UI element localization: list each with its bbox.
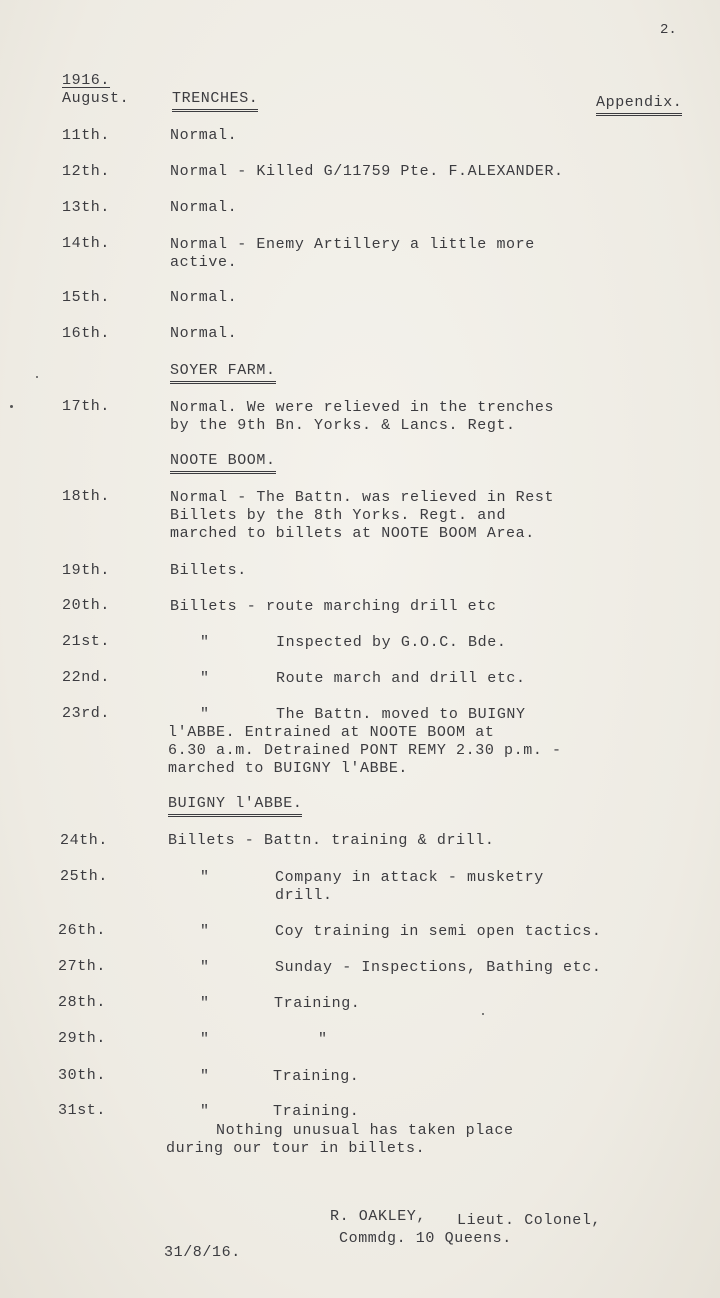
paper-mark bbox=[36, 376, 38, 378]
location-heading-buigny-labbe: BUIGNY l'ABBE. bbox=[168, 795, 302, 817]
entry-date: 19th. bbox=[62, 562, 111, 579]
closing-text: during our tour in billets. bbox=[166, 1140, 426, 1157]
entry-date: 31st. bbox=[58, 1102, 107, 1119]
entry-text: l'ABBE. Entrained at NOOTE BOOM at bbox=[168, 724, 495, 741]
entry-text-ditto: " bbox=[318, 1031, 328, 1048]
entry-date: 30th. bbox=[58, 1067, 107, 1084]
entry-date: 13th. bbox=[62, 199, 111, 216]
entry-date: 26th. bbox=[58, 922, 107, 939]
entry-text: Company in attack - musketry bbox=[275, 869, 544, 886]
signature-unit: Commdg. 10 Queens. bbox=[339, 1230, 512, 1247]
entry-date: 20th. bbox=[62, 597, 111, 614]
section-heading-trenches: TRENCHES. bbox=[172, 90, 258, 112]
entry-text: Normal - Enemy Artillery a little more bbox=[170, 236, 535, 253]
entry-date: 14th. bbox=[62, 235, 111, 252]
entry-date: 23rd. bbox=[62, 705, 111, 722]
entry-date: 28th. bbox=[58, 994, 107, 1011]
entry-text: Billets - route marching drill etc bbox=[170, 598, 497, 615]
entry-text: Normal - Killed G/11759 Pte. F.ALEXANDER. bbox=[170, 163, 564, 180]
ditto-mark: " bbox=[200, 923, 210, 940]
entry-text: Billets by the 8th Yorks. Regt. and bbox=[170, 507, 507, 524]
entry-text: Normal. bbox=[170, 199, 238, 216]
ditto-mark: " bbox=[200, 634, 210, 651]
entry-text: Normal. bbox=[170, 325, 238, 342]
ditto-mark: " bbox=[200, 1068, 210, 1085]
paper-mark bbox=[10, 405, 13, 408]
entry-text: Normal. bbox=[170, 289, 238, 306]
signed-date: 31/8/16. bbox=[164, 1244, 241, 1261]
entry-text: Training. bbox=[273, 1103, 360, 1120]
ditto-mark: " bbox=[200, 959, 210, 976]
entry-text: Training. bbox=[274, 995, 361, 1012]
entry-date: 12th. bbox=[62, 163, 111, 180]
ditto-mark: " bbox=[200, 869, 210, 886]
entry-date: 16th. bbox=[62, 325, 111, 342]
closing-text: Nothing unusual has taken place bbox=[216, 1122, 514, 1139]
appendix-heading: Appendix. bbox=[596, 94, 682, 116]
entry-date: 18th. bbox=[62, 488, 111, 505]
entry-text: Normal. bbox=[170, 127, 238, 144]
ditto-mark: " bbox=[200, 670, 210, 687]
entry-date: 25th. bbox=[60, 868, 109, 885]
entry-text: marched to billets at NOOTE BOOM Area. bbox=[170, 525, 535, 542]
entry-date: 22nd. bbox=[62, 669, 111, 686]
entry-text: Training. bbox=[273, 1068, 360, 1085]
entry-text: 6.30 a.m. Detrained PONT REMY 2.30 p.m. - bbox=[168, 742, 562, 759]
entry-date: 11th. bbox=[62, 127, 111, 144]
entry-date: 21st. bbox=[62, 633, 111, 650]
paper-mark bbox=[482, 1013, 484, 1015]
entry-date: 27th. bbox=[58, 958, 107, 975]
entry-text: Inspected by G.O.C. Bde. bbox=[276, 634, 507, 651]
entry-text: Normal - The Battn. was relieved in Rest bbox=[170, 489, 555, 506]
ditto-mark: " bbox=[200, 706, 210, 723]
entry-text: Billets - Battn. training & drill. bbox=[168, 832, 495, 849]
entry-text: Normal. We were relieved in the trenches bbox=[170, 399, 555, 416]
entry-date: 15th. bbox=[62, 289, 111, 306]
entry-text: Route march and drill etc. bbox=[276, 670, 526, 687]
location-heading-noote-boom: NOOTE BOOM. bbox=[170, 452, 276, 474]
entry-date: 17th. bbox=[62, 398, 111, 415]
entry-text: by the 9th Bn. Yorks. & Lancs. Regt. bbox=[170, 417, 516, 434]
signature-name: R. OAKLEY, bbox=[330, 1208, 427, 1225]
entry-text: drill. bbox=[275, 887, 333, 904]
entry-date: 24th. bbox=[60, 832, 109, 849]
entry-text: The Battn. moved to BUIGNY bbox=[276, 706, 526, 723]
entry-date: 29th. bbox=[58, 1030, 107, 1047]
entry-text: Sunday - Inspections, Bathing etc. bbox=[275, 959, 602, 976]
month-heading: August. bbox=[62, 90, 130, 107]
entry-text: active. bbox=[170, 254, 238, 271]
entry-text: Billets. bbox=[170, 562, 247, 579]
entry-text: Coy training in semi open tactics. bbox=[275, 923, 602, 940]
entry-text: marched to BUIGNY l'ABBE. bbox=[168, 760, 409, 777]
signature-rank: Lieut. Colonel, bbox=[457, 1212, 602, 1229]
year-heading: 1916. bbox=[62, 72, 111, 89]
ditto-mark: " bbox=[200, 1103, 210, 1120]
location-heading-soyer-farm: SOYER FARM. bbox=[170, 362, 276, 384]
ditto-mark: " bbox=[200, 995, 210, 1012]
page-number: 2. bbox=[660, 22, 677, 38]
ditto-mark: " bbox=[200, 1031, 210, 1048]
